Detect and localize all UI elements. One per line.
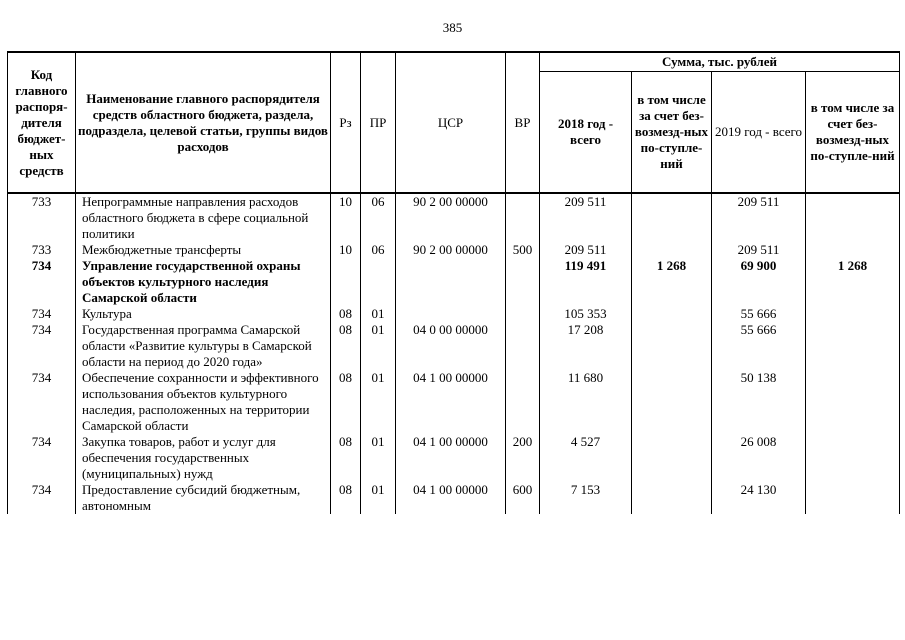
header-code: Код главного распоря-дителя бюджет-ных средств: [8, 52, 76, 193]
row-2018-grants: [632, 370, 712, 434]
row-pr: 01: [361, 322, 396, 370]
row-2019-total: 26 008: [712, 434, 806, 482]
header-name: Наименование главного распорядителя средств областного бюджета, раздела, подраздела, целевой статьи, группы видов расходов: [76, 52, 331, 193]
row-csr: [396, 258, 506, 306]
row-name: Непрограммные направления расходов областного бюджета в сфере социальной политики: [76, 193, 331, 242]
row-vr: [506, 306, 540, 322]
row-2018-total: 7 153: [540, 482, 632, 514]
row-vr: 500: [506, 242, 540, 258]
row-csr: 04 1 00 00000: [396, 482, 506, 514]
row-name: Обеспечение сохранности и эффективного использования объектов культурного наследия, расположенных на территории Самарской области: [76, 370, 331, 434]
row-2019-total: 50 138: [712, 370, 806, 434]
header-csr: ЦСР: [396, 52, 506, 193]
row-rz: 10: [331, 193, 361, 242]
row-2019-grants: [806, 482, 900, 514]
row-rz: 08: [331, 322, 361, 370]
row-name: Закупка товаров, работ и услуг для обеспечения государственных (муниципальных) нужд: [76, 434, 331, 482]
row-pr: 01: [361, 434, 396, 482]
header-sum: Сумма, тыс. рублей: [540, 52, 900, 72]
row-2018-total: 209 511: [540, 193, 632, 242]
row-rz: 08: [331, 482, 361, 514]
row-rz: 08: [331, 434, 361, 482]
row-2019-total: 55 666: [712, 306, 806, 322]
header-rz: Рз: [331, 52, 361, 193]
budget-table: [7, 51, 900, 514]
row-csr: 04 1 00 00000: [396, 370, 506, 434]
row-code: 734: [8, 370, 76, 434]
row-pr: 01: [361, 306, 396, 322]
row-2019-total: 55 666: [712, 322, 806, 370]
row-2018-grants: [632, 306, 712, 322]
row-name: Управление государственной охраны объектов культурного наследия Самарской области: [76, 258, 331, 306]
table-row: [8, 193, 900, 242]
table-body: [8, 193, 900, 514]
row-2018-grants: [632, 193, 712, 242]
row-rz: 10: [331, 242, 361, 258]
row-code: 733: [8, 193, 76, 242]
row-2019-total: 24 130: [712, 482, 806, 514]
table-row: [8, 434, 900, 482]
row-2019-grants: [806, 306, 900, 322]
row-csr: 04 1 00 00000: [396, 434, 506, 482]
row-name: Государственная программа Самарской области «Развитие культуры в Самарской области на период до 2020 года»: [76, 322, 331, 370]
row-pr: 01: [361, 482, 396, 514]
row-2018-total: 11 680: [540, 370, 632, 434]
header-vr: ВР: [506, 52, 540, 193]
row-vr: [506, 258, 540, 306]
row-2019-grants: [806, 242, 900, 258]
header-pr: ПР: [361, 52, 396, 193]
row-vr: 600: [506, 482, 540, 514]
row-name: Предоставление субсидий бюджетным, автономным: [76, 482, 331, 514]
row-2018-grants: 1 268: [632, 258, 712, 306]
row-code: 734: [8, 482, 76, 514]
row-name: Межбюджетные трансферты: [76, 242, 331, 258]
row-2018-total: 4 527: [540, 434, 632, 482]
row-pr: [361, 258, 396, 306]
header-2018-grants: в том числе за счет без-возмезд-ных по-ступле-ний: [632, 72, 712, 194]
row-code: 734: [8, 322, 76, 370]
row-csr: 90 2 00 00000: [396, 193, 506, 242]
row-2018-total: 105 353: [540, 306, 632, 322]
row-code: 734: [8, 434, 76, 482]
row-pr: 06: [361, 193, 396, 242]
row-vr: [506, 322, 540, 370]
header-2019-total: 2019 год - всего: [712, 72, 806, 194]
row-rz: 08: [331, 370, 361, 434]
row-csr: [396, 306, 506, 322]
row-2018-grants: [632, 482, 712, 514]
table-row: [8, 322, 900, 370]
row-csr: 04 0 00 00000: [396, 322, 506, 370]
row-2018-grants: [632, 242, 712, 258]
table-row: [8, 242, 900, 258]
table-row: [8, 482, 900, 514]
row-vr: [506, 193, 540, 242]
row-2019-grants: 1 268: [806, 258, 900, 306]
row-2018-total: 17 208: [540, 322, 632, 370]
table-row: [8, 258, 900, 306]
row-2019-grants: [806, 322, 900, 370]
row-rz: [331, 258, 361, 306]
header-2019-grants: в том числе за счет без-возмезд-ных по-ступле-ний: [806, 72, 900, 194]
row-2018-total: 119 491: [540, 258, 632, 306]
row-name: Культура: [76, 306, 331, 322]
row-vr: 200: [506, 434, 540, 482]
row-code: 734: [8, 258, 76, 306]
row-2018-grants: [632, 434, 712, 482]
row-2019-grants: [806, 370, 900, 434]
table-row: [8, 370, 900, 434]
table-header: [8, 52, 900, 193]
row-pr: 06: [361, 242, 396, 258]
table-row: [8, 306, 900, 322]
row-2018-total: 209 511: [540, 242, 632, 258]
row-rz: 08: [331, 306, 361, 322]
row-vr: [506, 370, 540, 434]
row-code: 733: [8, 242, 76, 258]
row-2019-total: 209 511: [712, 193, 806, 242]
row-2019-total: 209 511: [712, 242, 806, 258]
row-2019-total: 69 900: [712, 258, 806, 306]
row-csr: 90 2 00 00000: [396, 242, 506, 258]
row-code: 734: [8, 306, 76, 322]
row-2018-grants: [632, 322, 712, 370]
row-pr: 01: [361, 370, 396, 434]
row-2019-grants: [806, 434, 900, 482]
header-2018-total: 2018 год - всего: [540, 72, 632, 194]
row-2019-grants: [806, 193, 900, 242]
page-number: 385: [442, 20, 463, 35]
